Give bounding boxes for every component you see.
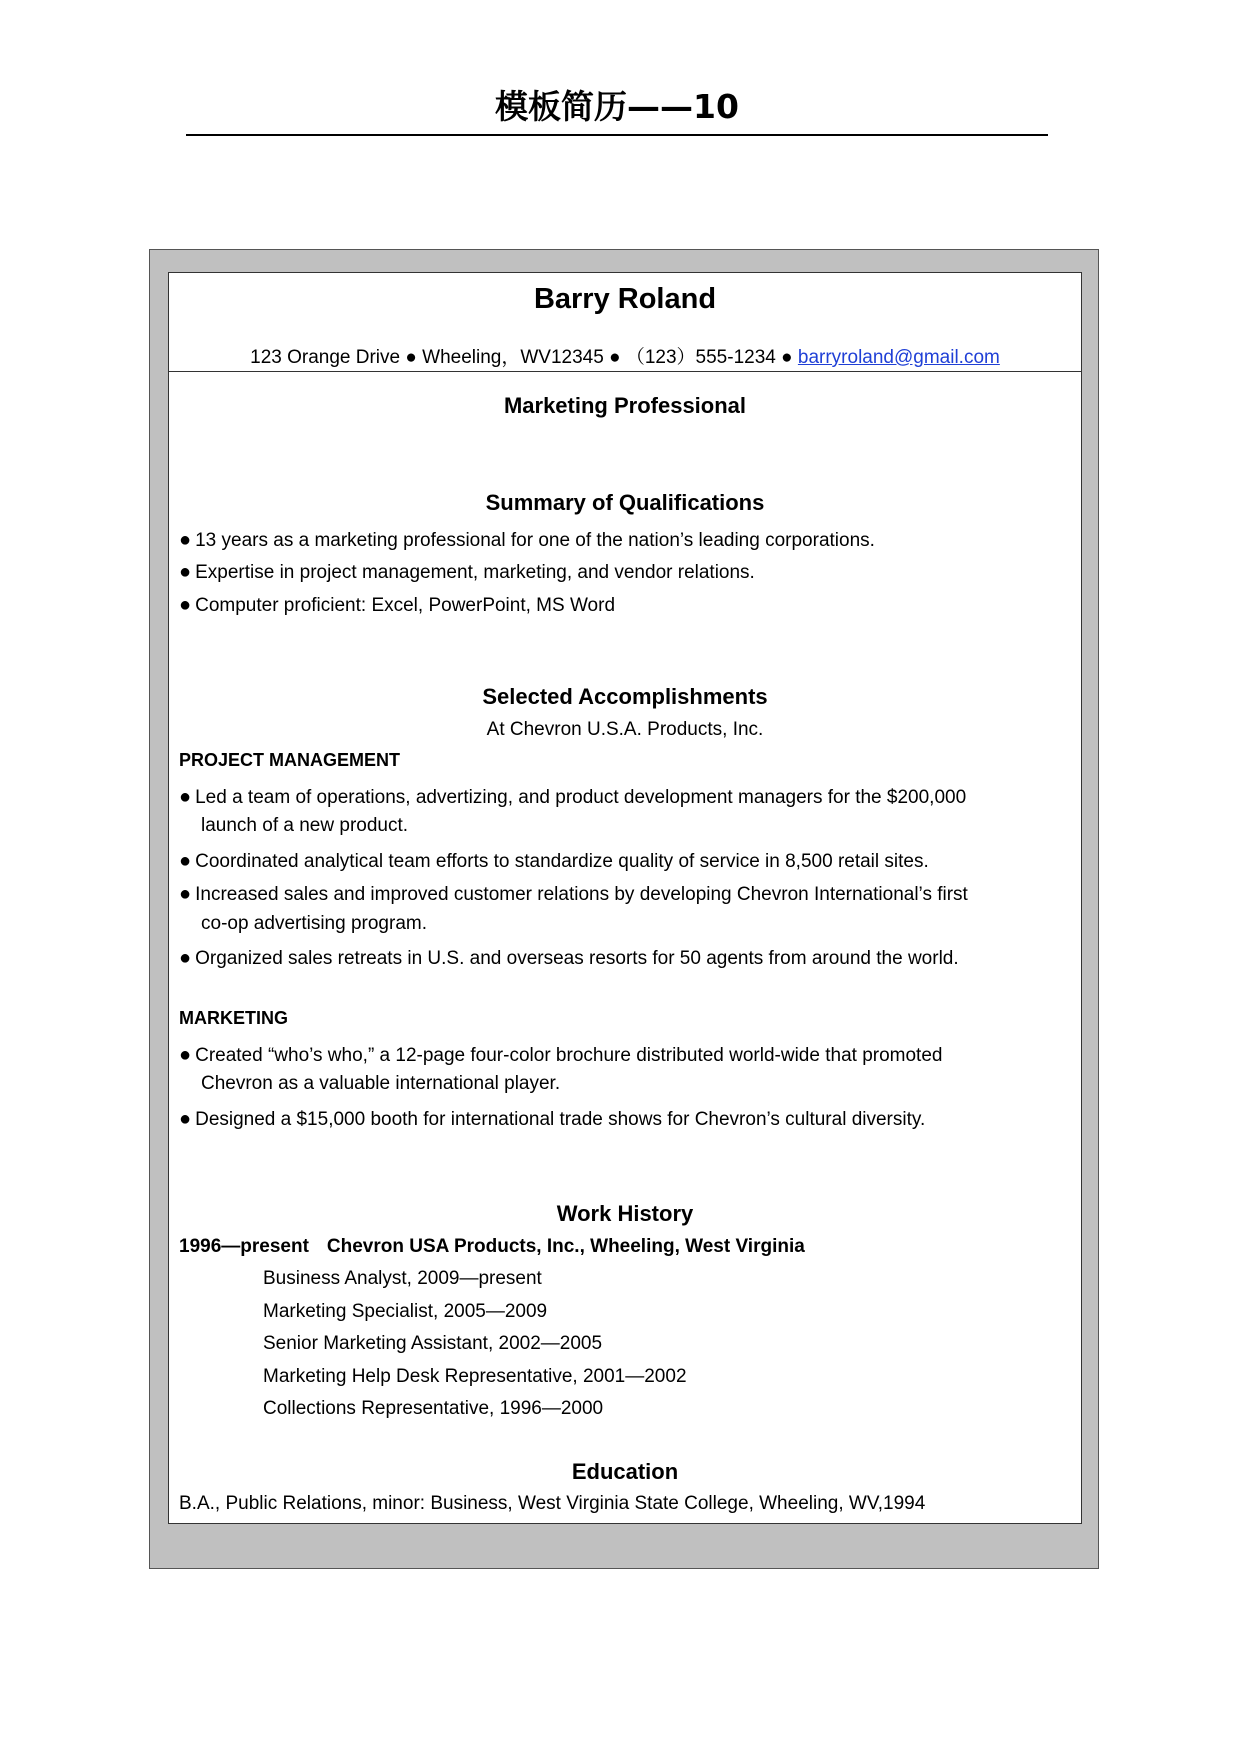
bullet-icon: ● [179, 561, 192, 583]
accomplishments-heading: Selected Accomplishments [482, 684, 768, 709]
accomplishment-item: ● Organized sales retreats in U.S. and overseas resorts for 50 agents from around the world. [179, 947, 959, 969]
bullet-icon: ● [179, 947, 192, 969]
marketing-label: MARKETING [179, 1008, 288, 1028]
email-link[interactable]: barryroland@gmail.com [797, 347, 1000, 368]
accomplishment-item-continued: launch of a new product. [201, 815, 409, 836]
role-item: Senior Marketing Assistant, 2002—2005 [263, 1333, 603, 1354]
bullet-icon: ● [179, 594, 192, 616]
contact-line [169, 342, 1081, 369]
resume-header [169, 273, 1081, 372]
accomplishment-item: ● Created “who’s who,” a 12-page four-color brochure distributed world-wide that promoted [179, 1044, 943, 1066]
accomplishment-item: ● Led a team of operations, advertizing, and product development managers for the $200,000 [179, 786, 967, 808]
document-title: 模板简历——10 [186, 88, 1048, 136]
summary-heading: Summary of Qualifications [485, 490, 765, 515]
accomplishment-item: ● Increased sales and improved customer relations by developing Chevron International’s first [179, 883, 968, 905]
summary-item: ● Computer proficient: Excel, PowerPoint, MS Word [179, 594, 616, 616]
work-history-heading: Work History [556, 1201, 694, 1226]
phone: （123）555-1234 [625, 347, 776, 368]
city: Wheeling，WV12345 [422, 347, 604, 368]
accomplishments-company: At Chevron U.S.A. Products, Inc. [486, 719, 764, 740]
bullet-icon: ● [179, 850, 192, 872]
education-entry: B.A., Public Relations, minor: Business, West Virginia State College, Wheeling, WV,1994 [179, 1493, 926, 1514]
role-item: Business Analyst, 2009—present [263, 1268, 542, 1289]
role-item: Marketing Specialist, 2005—2009 [263, 1301, 548, 1322]
bullet-icon: ● [179, 786, 192, 808]
separator-dot: ● [609, 347, 621, 368]
separator-dot: ● [405, 347, 417, 368]
employer: Chevron USA Products, Inc., Wheeling, West Virginia [326, 1236, 805, 1257]
bullet-icon: ● [179, 1108, 192, 1130]
bullet-icon: ● [179, 529, 192, 551]
summary-item: ● 13 years as a marketing professional for one of the nation’s leading corporations. [179, 529, 875, 551]
bullet-icon: ● [179, 1044, 192, 1066]
work-period: 1996—present [179, 1236, 309, 1257]
candidate-name: Barry Roland [533, 283, 717, 315]
accomplishment-item-continued: co-op advertising program. [201, 913, 427, 934]
accomplishment-item: ● Designed a $15,000 booth for international trade shows for Chevron’s cultural diversity. [179, 1108, 926, 1130]
bullet-icon: ● [179, 883, 192, 905]
work-history-employer-line [179, 1236, 805, 1258]
resume-inner-frame [168, 272, 1082, 1524]
accomplishment-item: ● Coordinated analytical team efforts to standardize quality of service in 8,500 retail sites. [179, 850, 929, 872]
role-item: Collections Representative, 1996—2000 [263, 1398, 604, 1419]
separator-dot: ● [781, 347, 793, 368]
education-heading: Education [571, 1459, 679, 1484]
address: 123 Orange Drive [250, 347, 401, 368]
accomplishment-item-continued: Chevron as a valuable international player. [201, 1073, 561, 1094]
role-item: Marketing Help Desk Representative, 2001—2002 [263, 1366, 687, 1387]
summary-item: ● Expertise in project management, marketing, and vendor relations. [179, 561, 755, 583]
profile-headline: Marketing Professional [503, 393, 747, 418]
project-management-label: PROJECT MANAGEMENT [179, 750, 401, 770]
